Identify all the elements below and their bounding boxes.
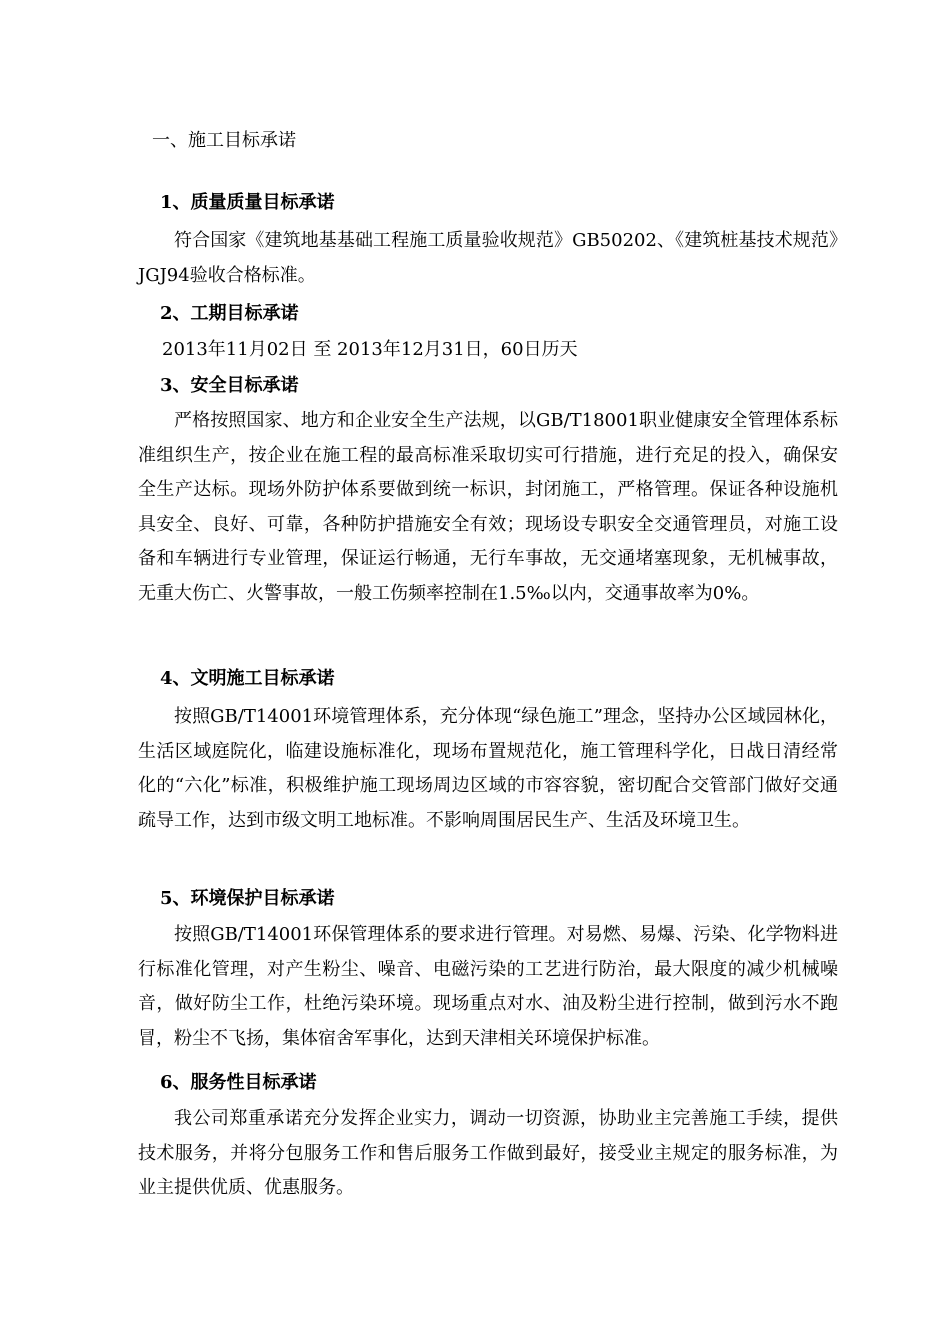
section-body-schedule: 2013年11月02日 至 2013年12月31日，60日历天 [162,339,578,360]
section-body-civilized: 按照GB/T14001环境管理体系，充分体现“绿色施工”理念，坚持办公区域园林化，生活区域庭院化，临建设施标准化，现场布置规范化，施工管理科学化，日战日清经常化的“六化”标准，积极维护施工现场周边区域的市容容貌，密切配合交管部门做好交通疏导工作，达到市级文明工地标准。不影响周围居民生产、生活及环境卫生。 [138,706,838,831]
section-body-environment: 按照GB/T14001环保管理体系的要求进行管理。对易燃、易爆、污染、化学物料进行标准化管理，对产生粉尘、噪音、电磁污染的工艺进行防治，最大限度的减少机械噪音，做好防尘工作，杜绝污染环境。现场重点对水、油及粉尘进行控制，做到污水不跑冒，粉尘不飞扬，集体宿舍军事化，达到天津相关环境保护标准。 [138,924,838,1049]
section-body-safety: 严格按照国家、地方和企业安全生产法规，以GB/T18001职业健康安全管理体系标准组织生产，按企业在施工程的最高标准采取切实可行措施，进行充足的投入，确保安全生产达标。现场外防护体系要做到统一标识，封闭施工，严格管理。保证各种设施机具安全、良好、可靠，各种防护措施安全有效；现场设专职安全交通管理员，对施工设备和车辆进行专业管理，保证运行畅通，无行车事故，无交通堵塞现象，无机械事故，无重大伤亡、火警事故，一般工伤频率控制在1.5‰以内，交通事故率为0%。 [138,410,838,604]
section-body-service: 我公司郑重承诺充分发挥企业实力，调动一切资源，协助业主完善施工手续，提供技术服务，并将分包服务工作和售后服务工作做到最好，接受业主规定的服务标准，为业主提供优质、优惠服务。 [138,1108,838,1198]
section-body-quality: 符合国家《建筑地基基础工程施工质量验收规范》GB50202、《建筑桩基技术规范》JGJ94验收合格标准。 [138,230,838,286]
section-heading-civilized: 4、文明施工目标承诺 [160,668,335,689]
page-title: 一、施工目标承诺 [152,130,296,151]
section-heading-environment: 5、环境保护目标承诺 [160,888,335,909]
section-heading-quality: 1、质量质量目标承诺 [160,192,335,213]
section-heading-safety: 3、安全目标承诺 [160,375,299,396]
section-heading-service: 6、服务性目标承诺 [160,1072,317,1093]
section-heading-schedule: 2、工期目标承诺 [160,303,299,324]
